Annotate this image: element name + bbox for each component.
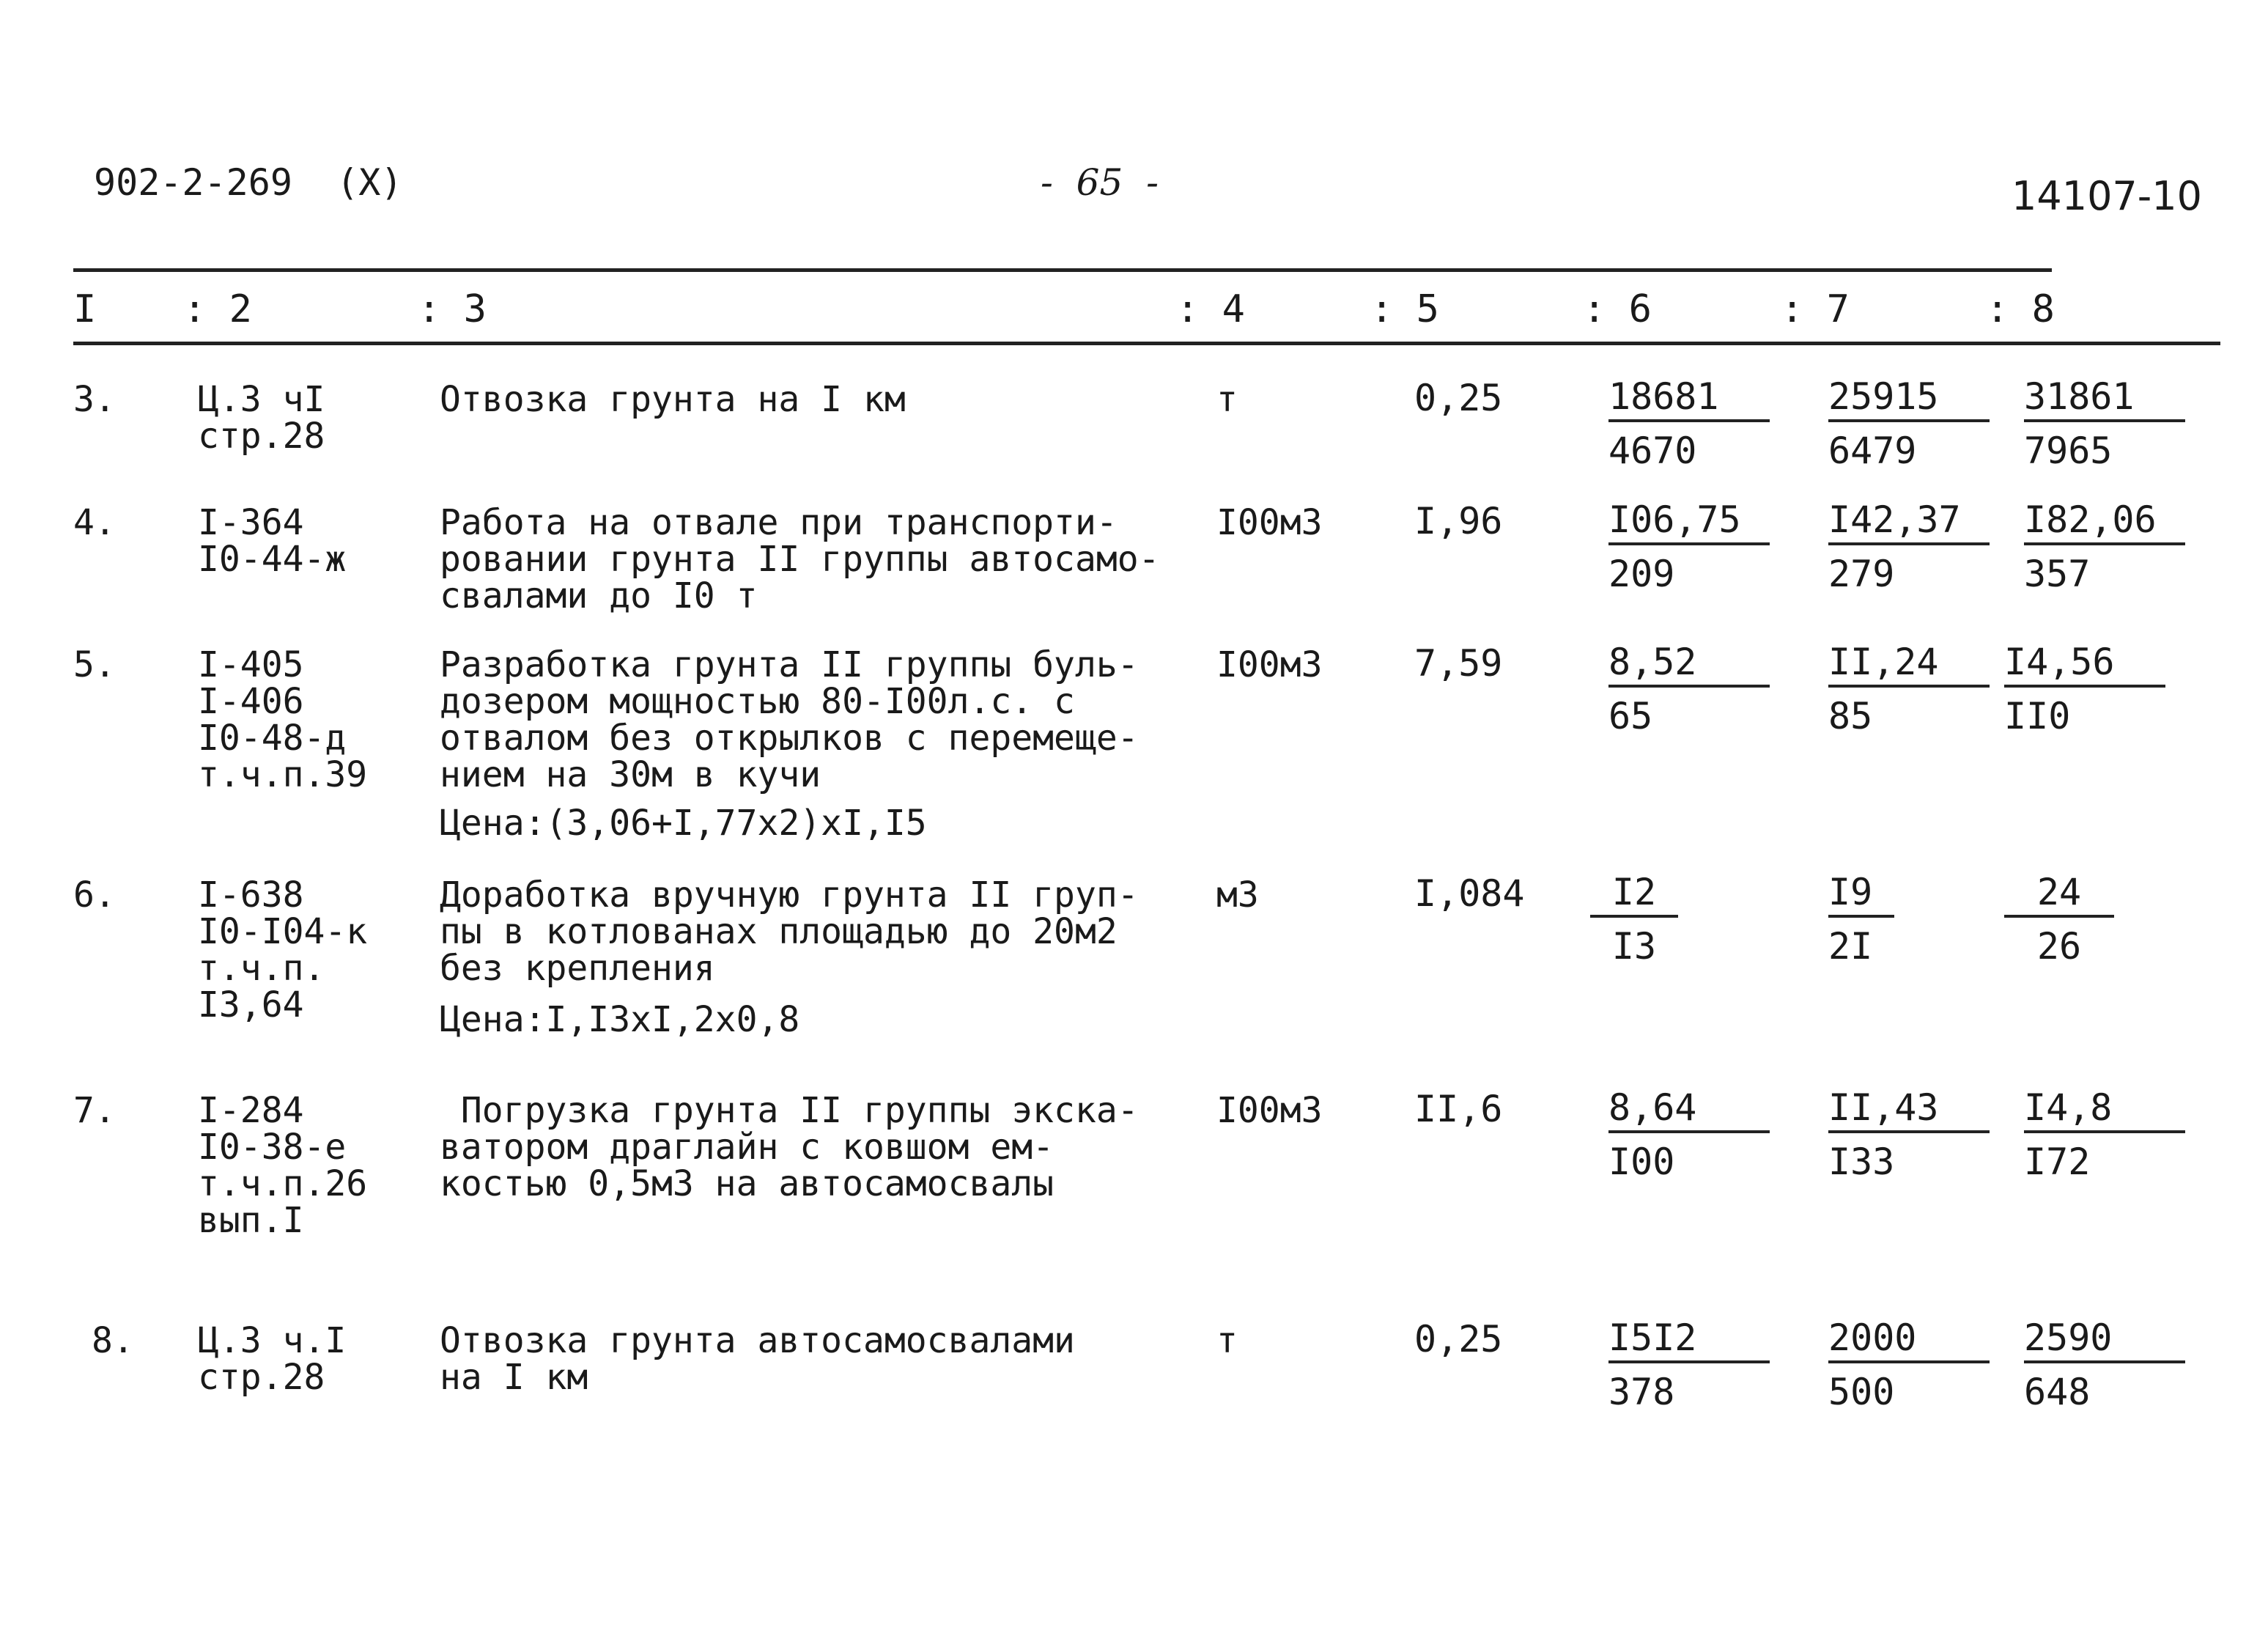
- work-description: Разработка грунта II группы буль- дозером мощностью 80-I00л.с. с отвалом без открылков с перемеще- нием на 30м в кучи: [440, 644, 1139, 795]
- cost-col6-top: 8,64: [1608, 1089, 1770, 1133]
- row-number: 7.: [73, 1090, 116, 1131]
- cost-col7: [1828, 1316, 1990, 1413]
- unit: I00м3: [1216, 644, 1323, 685]
- cost-col7: [1828, 375, 1990, 472]
- cost-col6-top: I2: [1590, 874, 1678, 918]
- unit: I00м3: [1216, 502, 1323, 543]
- cost-col8: [2004, 641, 2165, 737]
- row-number: 5.: [73, 644, 116, 685]
- cost-col8-top: 24: [2004, 874, 2114, 918]
- cost-col8: [2024, 498, 2185, 595]
- sheet-code: 14107-10: [2012, 173, 2202, 219]
- norm-reference: Ц.3 чI стр.28: [198, 379, 325, 457]
- row-number: 6.: [73, 874, 116, 916]
- cost-col8-bottom: 7965: [2024, 430, 2113, 472]
- quantity: 7,59: [1414, 642, 1503, 685]
- work-description: Работа на отвале при транспорти- ровании грунта II группы автосамо- свалами до I0 т: [440, 502, 1160, 616]
- cost-col8-top: I4,56: [2004, 644, 2165, 688]
- quantity: 0,25: [1414, 377, 1503, 419]
- cost-col6-top: 8,52: [1608, 644, 1770, 688]
- cost-col8-top: I4,8: [2024, 1089, 2185, 1133]
- cost-col7: [1828, 641, 1990, 737]
- column-header-4: : 4: [1176, 287, 1245, 331]
- cost-col6-bottom: 65: [1608, 695, 1653, 737]
- cost-col7-top: I9: [1828, 874, 1894, 918]
- norm-reference: I-638 I0-I04-к т.ч.п. I3,64: [198, 874, 368, 1025]
- cost-col7-bottom: 6479: [1828, 430, 1917, 472]
- cost-col7-bottom: 500: [1828, 1371, 1895, 1413]
- quantity: 0,25: [1414, 1318, 1503, 1360]
- cost-col8-bottom: 26: [2036, 925, 2082, 968]
- cost-col7: [1828, 498, 1990, 595]
- cost-col6: [1608, 1316, 1770, 1413]
- cost-col6-top: I5I2: [1608, 1319, 1770, 1363]
- cost-col8-bottom: 648: [2024, 1371, 2091, 1413]
- work-description: Доработка вручную грунта II груп- пы в котлованах площадью до 20м2 без крепления: [440, 874, 1139, 989]
- norm-reference: I-284 I0-38-е т.ч.п.26 вып.I: [198, 1090, 368, 1241]
- document-code: 902-2-269 (X): [94, 161, 403, 204]
- column-header-6: : 6: [1583, 287, 1652, 331]
- column-header-rule: [73, 342, 2220, 345]
- unit: т: [1216, 379, 1238, 420]
- cost-col7-top: 2000: [1828, 1319, 1990, 1363]
- cost-col7-top: II,24: [1828, 644, 1990, 688]
- row-number: 4.: [73, 502, 116, 543]
- cost-col6-bottom: 378: [1608, 1371, 1675, 1413]
- cost-col7-top: 25915: [1828, 378, 1990, 422]
- cost-col6: [1608, 641, 1770, 737]
- row-number: 3.: [73, 379, 116, 420]
- column-header-7: : 7: [1781, 287, 1850, 331]
- price-formula: Цена:(3,06+I,77x2)xI,I5: [440, 803, 927, 844]
- cost-col6: [1608, 1086, 1770, 1183]
- cost-col8: [2024, 1086, 2185, 1183]
- quantity: II,6: [1414, 1088, 1503, 1130]
- cost-col7-bottom: I33: [1828, 1141, 1895, 1183]
- cost-col8: [2024, 1316, 2185, 1413]
- unit: т: [1216, 1320, 1238, 1361]
- norm-reference: Ц.3 ч.I стр.28: [198, 1320, 347, 1398]
- cost-col7: [1828, 871, 1894, 968]
- cost-col7-bottom: 2I: [1828, 925, 1873, 968]
- cost-col7-top: I42,37: [1828, 501, 1990, 545]
- cost-col8-bottom: II0: [2004, 695, 2071, 737]
- work-description: Отвозка грунта автосамосвалами на I км: [440, 1320, 1075, 1398]
- cost-col8: [2004, 871, 2114, 968]
- norm-reference: I-364 I0-44-ж: [198, 502, 347, 580]
- cost-col6: [1590, 871, 1678, 968]
- quantity: I,96: [1414, 500, 1503, 542]
- cost-col6-top: 18681: [1608, 378, 1770, 422]
- row-number: 8.: [92, 1320, 134, 1361]
- cost-col6-bottom: I3: [1611, 925, 1657, 968]
- cost-col8: [2024, 375, 2185, 472]
- page-number: - 65 -: [1041, 161, 1159, 204]
- cost-col8-bottom: I72: [2024, 1141, 2091, 1183]
- cost-col8-top: I82,06: [2024, 501, 2185, 545]
- cost-col6-bottom: 4670: [1608, 430, 1697, 472]
- cost-col6-bottom: I00: [1608, 1141, 1675, 1183]
- cost-col6-top: I06,75: [1608, 501, 1770, 545]
- column-header-8: : 8: [1986, 287, 2055, 331]
- work-description: Погрузка грунта II группы экска- ватором драглайн с ковшом ем- костью 0,5м3 на автосамосвалы: [440, 1090, 1139, 1204]
- price-formula: Цена:I,I3xI,2x0,8: [440, 999, 800, 1040]
- column-header-5: : 5: [1370, 287, 1439, 331]
- cost-col6: [1608, 498, 1770, 595]
- cost-col7-top: II,43: [1828, 1089, 1990, 1133]
- cost-col7: [1828, 1086, 1990, 1183]
- column-header-3: : 3: [418, 287, 487, 331]
- cost-col8-top: 31861: [2024, 378, 2185, 422]
- column-header-2: : 2: [183, 287, 252, 331]
- cost-col7-bottom: 85: [1828, 695, 1873, 737]
- cost-col8-bottom: 357: [2024, 553, 2091, 595]
- quantity: I,084: [1414, 872, 1525, 915]
- work-description: Отвозка грунта на I км: [440, 379, 906, 420]
- norm-reference: I-405 I-406 I0-48-д т.ч.п.39: [198, 644, 368, 795]
- cost-col6-bottom: 209: [1608, 553, 1675, 595]
- unit: I00м3: [1216, 1090, 1323, 1131]
- column-header-1: I: [73, 287, 97, 331]
- cost-col8-top: 2590: [2024, 1319, 2185, 1363]
- unit: м3: [1216, 874, 1259, 916]
- cost-col6: [1608, 375, 1770, 472]
- table-top-rule: [73, 268, 2052, 272]
- cost-col7-bottom: 279: [1828, 553, 1895, 595]
